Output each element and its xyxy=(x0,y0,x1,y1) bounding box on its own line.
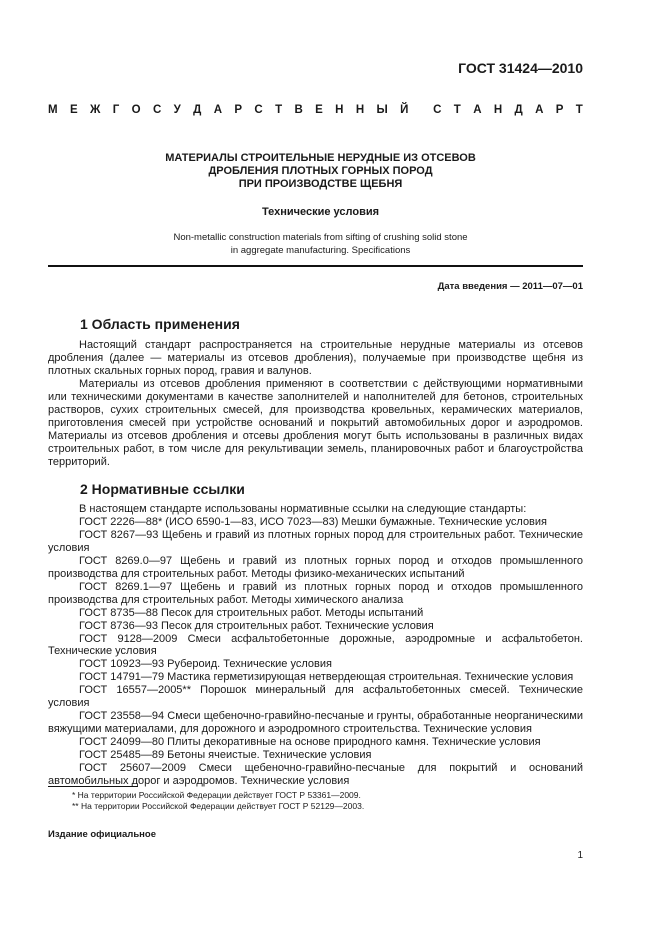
banner-letter: С xyxy=(152,104,162,116)
banner-letter: Д xyxy=(514,104,523,116)
section-1-body xyxy=(48,339,583,469)
page-number: 1 xyxy=(577,850,583,861)
reference-item: ГОСТ 25485—89 Бетоны ячеистые. Технические условия xyxy=(79,749,372,762)
banner-letter: Д xyxy=(193,104,202,116)
banner-letter: Т xyxy=(575,104,583,116)
reference-item: ГОСТ 8735—88 Песок для строительных работ. Методы испытаний xyxy=(79,606,424,619)
banner-letter: Е xyxy=(69,104,78,116)
title-divider xyxy=(48,265,583,267)
footnotes xyxy=(48,790,583,812)
banner-letter: Ы xyxy=(376,104,388,116)
footnote: * На территории Российской Федерации действует ГОСТ Р 53361—2009. xyxy=(72,790,361,800)
section-2-body xyxy=(48,503,583,788)
banner-letter: Н xyxy=(493,104,503,116)
banner-letter: Н xyxy=(335,104,344,116)
banner-letter: О xyxy=(131,104,141,116)
banner-letter: У xyxy=(173,104,181,116)
title-line: МАТЕРИАЛЫ СТРОИТЕЛЬНЫЕ НЕРУДНЫЕ ИЗ ОТСЕВОВ xyxy=(165,152,476,164)
banner-letter: С xyxy=(433,104,442,116)
reference-item: ГОСТ 23558—94 Смеси щебеночно-гравийно-песчаные и грунты, обработанные неорганическими вяжущими материалами, для дорожного и аэродромного строительства. Технические условия xyxy=(48,710,583,736)
banner-letter: Н xyxy=(355,104,365,116)
standard-number: ГОСТ 31424—2010 xyxy=(458,60,583,76)
banner-letter: М xyxy=(48,104,58,116)
banner-letter: С xyxy=(254,104,263,116)
reference-item: ГОСТ 8269.1—97 Щебень и гравий из плотных горных пород и отходов промышленного производства для строительных работ. Методы химического анализа xyxy=(48,580,583,606)
document-title xyxy=(80,152,561,191)
title-line: ДРОБЛЕНИЯ ПЛОТНЫХ ГОРНЫХ ПОРОД xyxy=(208,165,433,177)
reference-item: ГОСТ 24099—80 Плиты декоративные на основе природного камня. Технические условия xyxy=(79,736,541,749)
english-title xyxy=(80,231,561,257)
reference-item: ГОСТ 16557—2005** Порошок минеральный для асфальтобетонных смесей. Технические условия xyxy=(48,684,583,710)
footnote-divider xyxy=(48,786,138,787)
banner-letter: Т xyxy=(275,104,283,116)
section-2-heading: 2 Нормативные ссылки xyxy=(80,481,245,497)
introduction-date: Дата введения — 2011—07—01 xyxy=(437,281,583,292)
banner-letter: Р xyxy=(234,104,243,116)
reference-item: ГОСТ 10923—93 Рубероид. Технические условия xyxy=(79,658,332,671)
paragraph: Настоящий стандарт распространяется на строительные нерудные материалы из отсевов дробления (далее — материалы из отсевов дробления), получаемые при производстве щебня из плотных скальных горных пород, гравия и валунов. xyxy=(48,339,583,377)
interstate-standard-banner xyxy=(48,104,583,116)
footnote: ** На территории Российской Федерации действует ГОСТ Р 52129—2003. xyxy=(72,801,365,811)
english-title-line: Non-metallic construction materials from sifting of crushing solid stone xyxy=(173,232,468,243)
section-1-heading: 1 Область применения xyxy=(80,316,240,332)
banner-letter: В xyxy=(294,104,303,116)
banner-letter: Г xyxy=(112,104,120,116)
title-line: ПРИ ПРОИЗВОДСТВЕ ЩЕБНЯ xyxy=(238,178,403,190)
banner-letter: Т xyxy=(453,104,461,116)
paragraph: Материалы из отсевов дробления применяют в соответствии с действующими нормативными или техническими документами в качестве заполнителей и наполнителей для бетонов, строительных растворов, сухих строительных смесей, для производства кровельных, керамических материалов, приготовления смесей при устройстве оснований и покрытий автомобильных дорог и аэродромов. Материалы из отсевов дробления и отсевы дробления могут быть использованы в различных видах строительных работ, в том числе для рекультивации земель, планировочных работ и благоустройства территорий. xyxy=(48,377,583,468)
reference-item: ГОСТ 9128—2009 Смеси асфальтобетонные дорожные, аэродромные и асфальтобетон. Технические условия xyxy=(48,632,583,658)
reference-item: ГОСТ 14791—79 Мастика герметизирующая нетвердеющая строительная. Технические условия xyxy=(79,671,574,684)
paragraph: В настоящем стандарте использованы нормативные ссылки на следующие стандарты: xyxy=(79,503,527,515)
document-subtitle: Технические условия xyxy=(261,206,380,218)
reference-item: ГОСТ 2226—88* (ИСО 6590-1—83, ИСО 7023—83) Мешки бумажные. Технические условия xyxy=(79,515,548,528)
banner-letter: А xyxy=(213,104,223,116)
reference-item: ГОСТ 8269.0—97 Щебень и гравий из плотных горных пород и отходов промышленного производства для строительных работ. Методы физико-механических испытаний xyxy=(48,554,583,580)
banner-letter: А xyxy=(535,104,544,116)
reference-item: ГОСТ 8736—93 Песок для строительных работ. Технические условия xyxy=(79,619,434,632)
banner-letter: Й xyxy=(400,104,409,116)
banner-letter: Ж xyxy=(89,104,101,116)
banner-letter: Р xyxy=(555,104,564,116)
reference-item: ГОСТ 25607—2009 Смеси щебеночно-гравийно-песчаные для покрытий и оснований автомобильных дорог и аэродромов. Технические условия xyxy=(48,762,583,788)
banner-letter: А xyxy=(473,104,482,116)
banner-letter: Е xyxy=(315,104,323,116)
reference-item: ГОСТ 8267—93 Щебень и гравий из плотных горных пород для строительных работ. Технические условия xyxy=(48,528,583,554)
edition-label: Издание официальное xyxy=(48,829,156,840)
english-title-line: in aggregate manufacturing. Specifications xyxy=(230,245,411,256)
